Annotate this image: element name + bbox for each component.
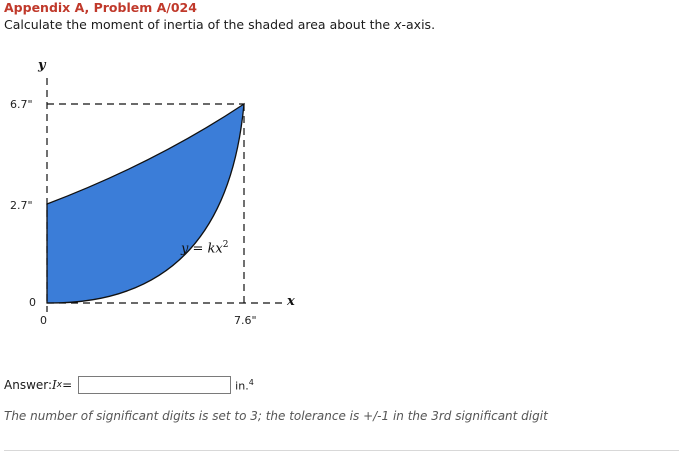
question-axis-name: x xyxy=(394,17,402,32)
question-text-before: Calculate the moment of inertia of the shaded area about the xyxy=(4,17,395,32)
x-tick-origin: 0 xyxy=(40,314,47,327)
answer-input[interactable] xyxy=(78,376,231,394)
answer-unit-text: in. xyxy=(235,379,249,393)
y-axis-label: y xyxy=(38,58,46,73)
answer-label: Answer: xyxy=(4,378,53,392)
significant-digits-note: The number of significant digits is set to 3; the tolerance is +/-1 in the 3rd significant digit xyxy=(4,409,548,423)
answer-variable: I xyxy=(52,378,57,392)
bottom-divider xyxy=(4,450,679,451)
answer-equals: = xyxy=(62,378,73,392)
shaded-area xyxy=(47,104,244,303)
question-text-after: -axis. xyxy=(401,17,436,32)
curve-equation-label xyxy=(181,240,228,256)
answer-row xyxy=(4,374,254,396)
x-tick-right: 7.6" xyxy=(234,314,257,327)
curve-equation-power: 2 xyxy=(222,240,229,250)
y-tick-top: 6.7" xyxy=(10,98,33,111)
answer-variable-subscript: x xyxy=(56,380,63,390)
answer-unit xyxy=(235,378,254,393)
y-tick-middle: 2.7" xyxy=(10,199,33,212)
y-tick-origin: 0 xyxy=(29,296,36,309)
curve-equation-text: y = kx xyxy=(181,241,223,257)
answer-unit-power: 4 xyxy=(248,377,254,387)
x-axis-label: x xyxy=(287,294,295,309)
problem-title: Appendix A, Problem A/024 xyxy=(4,0,197,15)
